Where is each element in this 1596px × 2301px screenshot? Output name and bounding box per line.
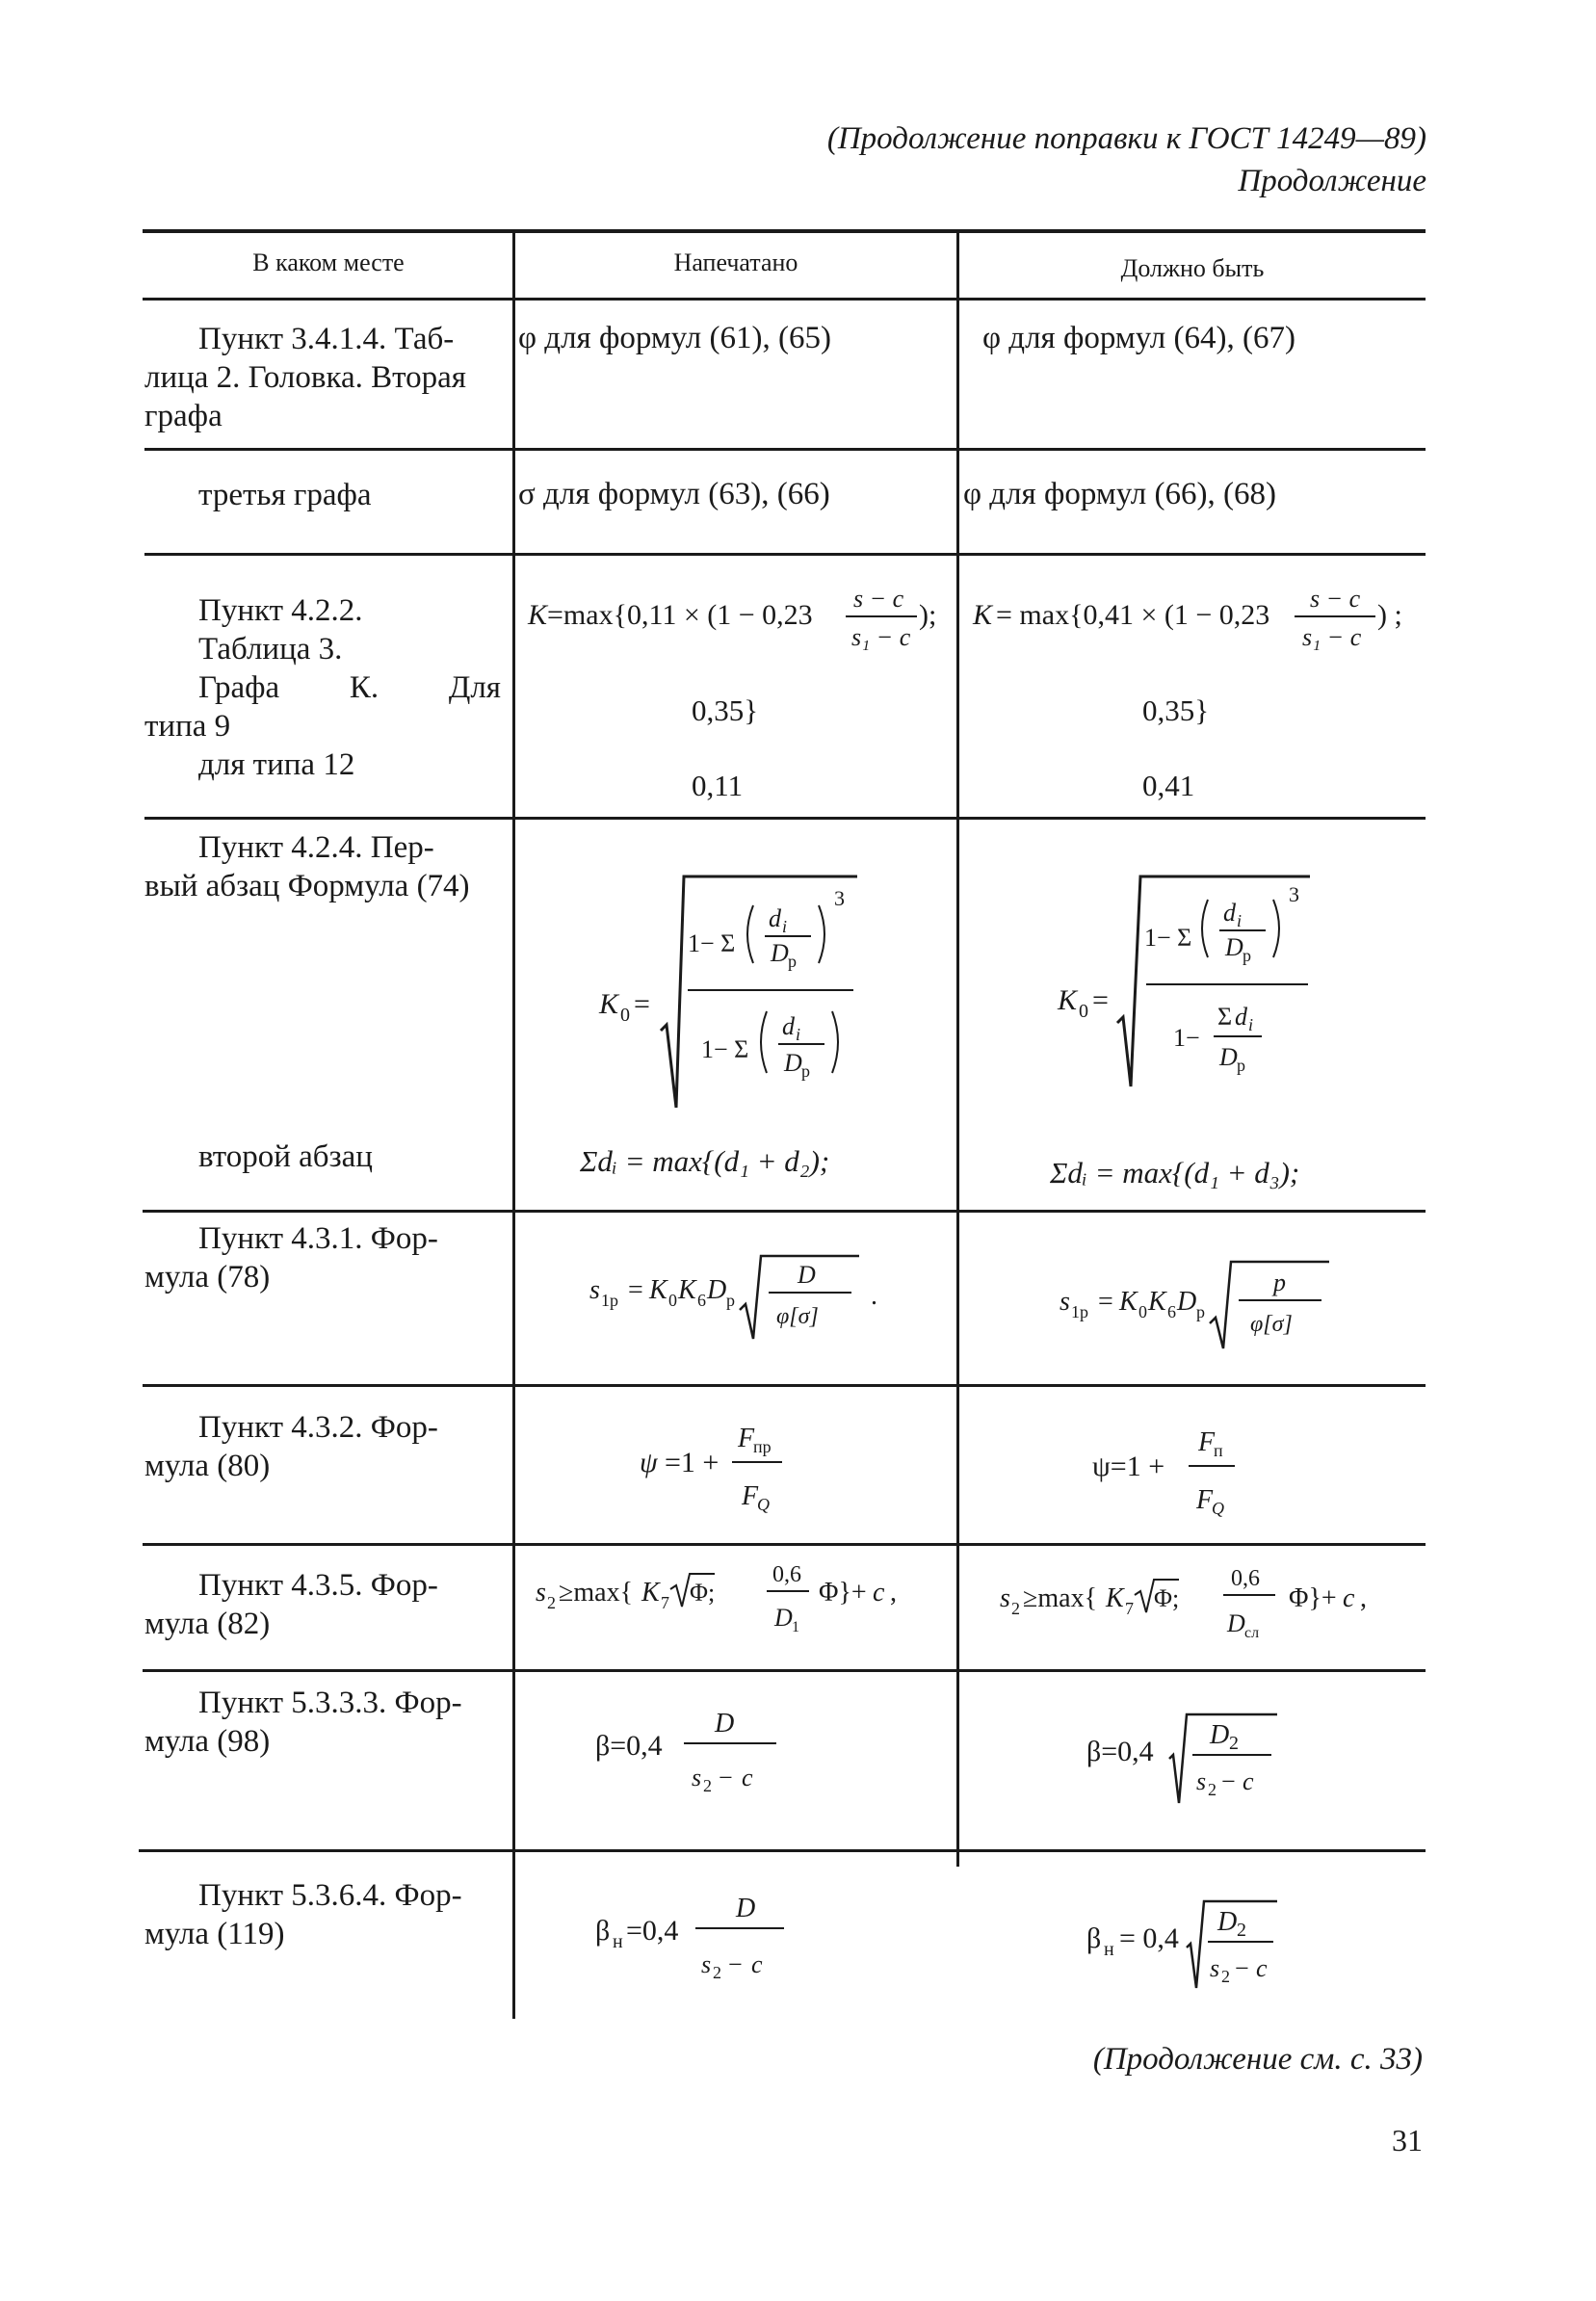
svg-text:c: c <box>751 1950 763 1978</box>
svg-text:1: 1 <box>792 1619 799 1635</box>
svg-text:1− Σ: 1− Σ <box>1144 924 1192 952</box>
page-number: 31 <box>1392 2123 1423 2157</box>
svg-text:s: s <box>1196 1767 1207 1795</box>
svg-text:D: D <box>1217 1907 1238 1937</box>
formula-should-be-k0 <box>1050 867 1339 1108</box>
svg-text:2: 2 <box>713 1963 721 1982</box>
svg-text:=: = <box>628 1275 643 1305</box>
svg-text:D: D <box>1177 1287 1197 1317</box>
svg-text:K: K <box>1106 1583 1124 1613</box>
svg-text:s: s <box>1210 1954 1220 1982</box>
row-place: Пункт 4.3.2. Фор- мула (80) <box>144 1410 438 1483</box>
svg-text:D: D <box>1225 933 1243 961</box>
row-rule <box>144 817 1426 820</box>
svg-text:β=0,4: β=0,4 <box>1086 1736 1154 1767</box>
svg-text:ψ=1 +: ψ=1 + <box>1092 1451 1165 1482</box>
svg-text:7: 7 <box>1125 1599 1134 1618</box>
svg-text:−: − <box>1221 1767 1236 1795</box>
svg-text:β=0,4: β=0,4 <box>595 1730 663 1762</box>
svg-text:i: i <box>782 917 788 936</box>
row-place: Пункт 4.3.5. Фор- мула (82) <box>144 1568 438 1641</box>
svg-text:D: D <box>715 1709 735 1739</box>
row-place: Пункт 4.3.1. Фор- мула (78) <box>144 1221 438 1294</box>
svg-text:D: D <box>771 939 789 967</box>
svg-text:ψ: ψ <box>640 1447 658 1478</box>
svg-text:D: D <box>707 1275 727 1305</box>
printed-text: Σdᵢ = max{(d₁ + d₂); <box>580 1144 830 1178</box>
svg-text:d: d <box>1235 1003 1247 1031</box>
svg-text:c: c <box>742 1764 753 1791</box>
svg-text:Σ: Σ <box>1217 1003 1233 1031</box>
svg-text:i: i <box>1248 1015 1254 1034</box>
row-rule <box>139 1849 1426 1852</box>
svg-text:i: i <box>1237 911 1243 930</box>
svg-text:р: р <box>726 1291 735 1310</box>
row-rule <box>143 298 1426 301</box>
column-header-should-be: Должно быть <box>1120 254 1265 282</box>
printed-text: 0,35} <box>692 693 759 727</box>
svg-text:пр: пр <box>753 1437 772 1456</box>
svg-text:=max{0,11 × (1 − 0,23: =max{0,11 × (1 − 0,23 <box>547 599 813 631</box>
column-header-place: В каком месте <box>252 248 405 276</box>
svg-text:= max{0,41 × (1 − 0,23: = max{0,41 × (1 − 0,23 <box>996 599 1270 631</box>
column-header-printed: Напечатано <box>673 248 798 276</box>
svg-text:p: p <box>1273 1268 1286 1296</box>
svg-text:Φ}+: Φ}+ <box>1289 1583 1337 1613</box>
svg-text:s: s <box>1060 1287 1070 1317</box>
formula-printed-k <box>518 578 956 655</box>
row-rule <box>143 1384 1426 1387</box>
svg-text:н: н <box>613 1931 623 1952</box>
svg-text:Φ;: Φ; <box>690 1579 716 1607</box>
row-place: Пункт 5.3.3.3. Фор- мула (98) <box>144 1686 462 1759</box>
formula-should-be-beta-n <box>1079 1888 1310 1994</box>
svg-text:н: н <box>1104 1939 1114 1960</box>
svg-text:3: 3 <box>834 886 845 910</box>
formula-should-be-psi <box>1085 1412 1277 1528</box>
printed-text: σ для формул (63), (66) <box>518 477 830 511</box>
svg-text:6: 6 <box>697 1291 706 1310</box>
svg-text:s₁ − c: s₁ − c <box>1302 623 1362 651</box>
svg-text:2: 2 <box>1208 1780 1217 1799</box>
svg-text:Φ;: Φ; <box>1154 1584 1180 1612</box>
should-be-text: φ для формул (64), (67) <box>982 321 1295 355</box>
formula-printed-s1p <box>580 1242 898 1348</box>
svg-text:0: 0 <box>1138 1302 1147 1321</box>
svg-text:c: c <box>1343 1583 1355 1613</box>
formula-should-be-beta <box>1079 1701 1310 1807</box>
svg-text:K: K <box>1119 1287 1138 1317</box>
svg-text:F: F <box>742 1481 759 1511</box>
svg-text:s: s <box>701 1950 712 1978</box>
row-rule <box>143 1543 1426 1546</box>
svg-text:2: 2 <box>547 1593 556 1612</box>
svg-text:D: D <box>1219 1043 1238 1071</box>
svg-text:,: , <box>890 1578 897 1608</box>
svg-text:i: i <box>796 1025 801 1044</box>
continuation-header: (Продолжение поправки к ГОСТ 14249—89) <box>826 121 1426 156</box>
should-be-text: Σdᵢ = max{(d₁ + d₃); <box>1050 1156 1300 1190</box>
svg-text:р: р <box>1237 1056 1245 1075</box>
svg-text:) ;: ) ; <box>1377 599 1402 631</box>
row-place: Пункт 3.4.1.4. Таб- лица 2. Головка. Вторая графа <box>144 322 466 433</box>
should-be-text: 0,41 <box>1142 769 1195 802</box>
svg-text:c: c <box>873 1578 885 1608</box>
svg-text:s₁ − c: s₁ − c <box>851 623 911 651</box>
row-rule <box>143 1210 1426 1213</box>
svg-text:0: 0 <box>620 1005 630 1026</box>
table-top-rule <box>143 229 1426 233</box>
should-be-text: 0,35} <box>1142 693 1210 727</box>
svg-text:Q: Q <box>757 1495 770 1514</box>
svg-text:φ[σ]: φ[σ] <box>1250 1312 1293 1337</box>
printed-text: φ для формул (61), (65) <box>518 321 831 355</box>
svg-text:= 0,4: = 0,4 <box>1119 1922 1179 1954</box>
formula-printed-s2 <box>528 1553 952 1649</box>
svg-text:s: s <box>692 1764 702 1791</box>
svg-text:р: р <box>1243 946 1251 965</box>
svg-text:K: K <box>641 1578 660 1608</box>
svg-text:D: D <box>798 1261 816 1289</box>
formula-printed-beta <box>588 1699 819 1805</box>
formula-should-be-s1p <box>1050 1248 1368 1354</box>
svg-text:K: K <box>973 599 993 631</box>
svg-text:.: . <box>871 1281 877 1311</box>
svg-text:c: c <box>1256 1954 1268 1982</box>
svg-text:β: β <box>1086 1922 1102 1954</box>
svg-text:s: s <box>536 1578 546 1608</box>
svg-text:сл: сл <box>1244 1625 1260 1641</box>
continuation-footer: (Продолжение см. с. 33) <box>1092 2042 1423 2077</box>
svg-text:р: р <box>801 1061 810 1081</box>
svg-text:d: d <box>769 904 781 932</box>
svg-text:1− Σ: 1− Σ <box>688 929 736 957</box>
svg-text:п: п <box>1214 1441 1223 1460</box>
should-be-text: φ для формул (66), (68) <box>963 477 1276 511</box>
row-place-second-paragraph: второй абзац <box>198 1139 373 1174</box>
svg-text:−: − <box>728 1950 743 1978</box>
svg-text:K: K <box>599 988 619 1020</box>
svg-text:Q: Q <box>1212 1499 1224 1518</box>
justified-line: Графа К. Для <box>198 670 501 705</box>
svg-text:1р: 1р <box>601 1291 618 1310</box>
svg-text:0,6: 0,6 <box>772 1562 801 1587</box>
row-rule <box>144 553 1426 556</box>
row-rule <box>144 448 1426 451</box>
svg-text:2: 2 <box>1229 1733 1239 1754</box>
svg-text:0: 0 <box>1079 1001 1088 1022</box>
svg-text:р: р <box>1196 1302 1205 1321</box>
svg-text:−: − <box>1235 1954 1249 1982</box>
svg-text:s: s <box>589 1275 600 1305</box>
svg-text:s − c: s − c <box>853 585 904 613</box>
svg-text:D: D <box>784 1049 802 1077</box>
svg-text:=1 +: =1 + <box>665 1447 720 1478</box>
svg-text:−: − <box>719 1764 733 1791</box>
svg-text:Φ}+: Φ}+ <box>819 1578 867 1608</box>
formula-printed-beta-n <box>588 1884 819 1990</box>
svg-text:0: 0 <box>668 1291 677 1310</box>
svg-text:D: D <box>736 1894 756 1923</box>
svg-text:1− Σ: 1− Σ <box>701 1035 749 1063</box>
column-rule <box>956 229 959 1867</box>
svg-text:=0,4: =0,4 <box>626 1915 679 1947</box>
svg-text:2: 2 <box>1221 1967 1230 1986</box>
svg-text:K: K <box>528 599 548 631</box>
svg-text:7: 7 <box>661 1593 669 1612</box>
svg-text:K: K <box>678 1275 696 1305</box>
svg-text:s: s <box>1000 1583 1010 1613</box>
svg-text:=: = <box>634 988 650 1020</box>
svg-text:K: K <box>1058 984 1078 1016</box>
svg-text:р: р <box>788 952 797 971</box>
row-rule <box>143 1669 1426 1672</box>
svg-text:s − c: s − c <box>1310 585 1361 613</box>
svg-text:φ[σ]: φ[σ] <box>776 1304 819 1329</box>
svg-text:≥max{: ≥max{ <box>1023 1583 1098 1613</box>
formula-should-be-k <box>963 578 1426 655</box>
svg-text:=: = <box>1098 1287 1113 1317</box>
svg-text:F: F <box>1198 1427 1216 1457</box>
svg-text:3: 3 <box>1289 882 1299 906</box>
column-rule <box>512 229 515 2019</box>
svg-text:D: D <box>774 1604 793 1632</box>
formula-printed-psi <box>632 1412 824 1528</box>
svg-text:d: d <box>1223 899 1236 927</box>
svg-text:d: d <box>782 1012 795 1040</box>
formula-should-be-s2 <box>992 1553 1416 1649</box>
svg-text:2: 2 <box>1011 1599 1020 1618</box>
row-place: третья графа <box>198 478 372 512</box>
row-place: Пункт 4.2.4. Пер- вый абзац Формула (74) <box>144 830 470 903</box>
svg-text:≥max{: ≥max{ <box>559 1578 634 1608</box>
svg-text:K: K <box>649 1275 667 1305</box>
svg-text:β: β <box>595 1915 611 1947</box>
continuation-label: Продолжение <box>1238 164 1426 198</box>
svg-text:2: 2 <box>703 1776 712 1795</box>
svg-text:1−: 1− <box>1173 1024 1200 1052</box>
svg-text:K: K <box>1148 1287 1166 1317</box>
svg-text:F: F <box>738 1424 755 1453</box>
svg-text:D: D <box>1210 1720 1230 1750</box>
svg-text:,: , <box>1360 1583 1367 1613</box>
svg-text:=: = <box>1092 984 1109 1016</box>
svg-text:0,6: 0,6 <box>1231 1566 1260 1591</box>
printed-text: 0,11 <box>692 769 744 802</box>
svg-text:F: F <box>1196 1485 1214 1515</box>
svg-text:c: c <box>1243 1767 1254 1795</box>
row-place: Пункт 4.2.2. Таблица 3. Графа К. Для типа 9 для типа 12 <box>144 593 501 782</box>
svg-text:2: 2 <box>1237 1920 1246 1941</box>
svg-text:);: ); <box>919 599 937 631</box>
formula-printed-k0 <box>588 867 876 1127</box>
svg-text:6: 6 <box>1167 1302 1176 1321</box>
svg-text:D: D <box>1227 1609 1245 1637</box>
row-place: Пункт 5.3.6.4. Фор- мула (119) <box>144 1878 462 1951</box>
svg-text:1р: 1р <box>1071 1302 1088 1321</box>
